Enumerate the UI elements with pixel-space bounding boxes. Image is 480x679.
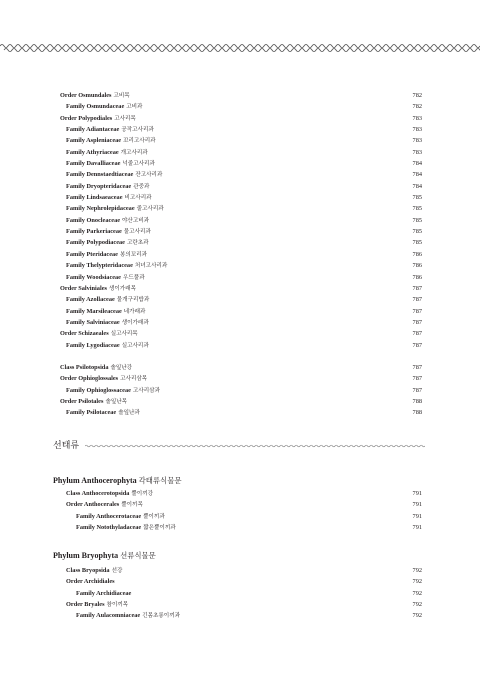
korean-name: 참이끼목	[106, 602, 129, 609]
page-number: 791	[412, 490, 422, 497]
toc-entry[interactable]	[60, 90, 422, 101]
toc-entry[interactable]	[60, 340, 422, 351]
toc-entry[interactable]	[60, 124, 422, 135]
taxon-name: Class Psilotopsida	[60, 364, 109, 371]
taxon-name: Family Azollaceae	[66, 296, 115, 304]
entry-title	[76, 610, 180, 622]
page-number: 786	[412, 262, 422, 270]
toc-entry[interactable]	[60, 511, 422, 522]
taxon-name: Family Ophioglossaceae	[66, 386, 131, 394]
page-number: 783	[412, 137, 422, 145]
page-number: 786	[412, 250, 422, 258]
taxon-name: Family Davalliaceae	[66, 160, 121, 168]
taxon-name: Family Pteridaceae	[66, 250, 118, 258]
taxon-name: Family Lygodiaceae	[66, 341, 120, 349]
taxon-name: Family Aulacomniaceae	[76, 612, 141, 620]
section-wave-rule	[85, 443, 425, 449]
taxon-name: Family Salviniaceae	[66, 318, 120, 326]
toc-entry[interactable]	[60, 249, 422, 260]
korean-name: 실고사리과	[121, 342, 149, 349]
page-number: 786	[412, 273, 422, 281]
toc-entry[interactable]	[60, 158, 422, 169]
taxon-name: Family Dennstaedtiaceae	[66, 171, 134, 179]
toc-entry[interactable]	[60, 373, 422, 384]
page-number: 787	[412, 296, 422, 304]
korean-name: 실고사리목	[110, 331, 138, 338]
korean-name: 꼬리고사리과	[123, 138, 156, 145]
taxon-name: Family Lindsaeaceae	[66, 194, 123, 202]
page-number: 792	[412, 567, 422, 574]
taxon-name: Family Osmundaceae	[66, 103, 125, 111]
entry-title	[66, 576, 115, 587]
korean-name: 고사리삼목	[120, 376, 148, 383]
taxon-name: Order Salviniales	[60, 284, 107, 292]
toc-block-psilotopsida	[60, 362, 422, 419]
korean-name: 고란초과	[126, 240, 149, 247]
toc-entry[interactable]	[60, 499, 422, 510]
phylum-heading-bryophyta	[53, 550, 156, 561]
toc-entry[interactable]	[60, 192, 422, 203]
page-number: 782	[412, 103, 422, 111]
toc-entry[interactable]	[60, 260, 422, 271]
toc-entry[interactable]	[60, 599, 422, 610]
korean-name: 네가래과	[123, 308, 146, 315]
korean-name: 긴몸초롱이끼과	[142, 613, 181, 620]
toc-entry[interactable]	[60, 203, 422, 214]
toc-block-anthocerophyta	[60, 488, 422, 533]
korean-name: 처녀고사리과	[134, 263, 168, 270]
korean-name: 봉의꼬리과	[119, 251, 147, 258]
korean-name: 뿔이끼과	[143, 513, 165, 520]
phylum-heading-anthocerophyta	[53, 475, 181, 486]
toc-entry[interactable]	[60, 135, 422, 146]
page-number: 785	[412, 239, 422, 247]
korean-name: 관중과	[133, 183, 150, 190]
korean-name: 솔잎난목	[105, 399, 128, 406]
page-number: 784	[412, 182, 422, 190]
page-number: 791	[412, 524, 422, 532]
korean-name: 뿔이끼강	[131, 491, 154, 497]
toc-entry[interactable]	[60, 272, 422, 283]
korean-name: 생이가래목	[108, 285, 136, 292]
toc-entry[interactable]	[60, 565, 422, 576]
korean-name: 잔고사리과	[135, 172, 163, 179]
toc-block-bryophyta	[60, 565, 422, 622]
toc-entry[interactable]	[60, 294, 422, 305]
taxon-name: Order Osmundales	[60, 92, 112, 99]
taxon-name: Class Bryopsida	[66, 567, 110, 574]
taxon-name: Family Marsileaceae	[66, 307, 122, 315]
taxon-name: Order Bryales	[66, 601, 105, 609]
korean-name: 개고사리과	[120, 149, 148, 156]
taxon-name: Family Anthocerotaceae	[76, 512, 142, 520]
korean-name: 고사리목	[114, 115, 136, 122]
page-number: 784	[412, 160, 422, 168]
page-number: 791	[412, 501, 422, 509]
taxon-name: Family Aspleniaceae	[66, 137, 122, 145]
taxon-name: Family Dryopteridaceae	[66, 182, 132, 190]
toc-entry[interactable]	[60, 407, 422, 418]
page-number: 791	[412, 512, 422, 520]
page-number: 783	[412, 114, 422, 122]
taxon-name: Family Nephrolepidaceae	[66, 205, 135, 213]
section-title: 선태류	[53, 441, 80, 451]
korean-name: 줄고사리과	[136, 206, 164, 213]
page-number: 787	[412, 284, 422, 292]
toc-entry[interactable]	[60, 362, 422, 373]
korean-name: 야산고비과	[122, 217, 150, 224]
entry-title	[76, 588, 131, 599]
section-divider	[53, 440, 425, 452]
page-number: 787	[412, 386, 422, 394]
taxon-name: Order Archidiales	[66, 578, 115, 586]
toc-entry[interactable]	[60, 215, 422, 226]
taxon-name: Family Psilotaceae	[66, 409, 117, 417]
korean-name: 물고사리과	[123, 229, 151, 236]
page-number: 792	[412, 578, 422, 586]
korean-name: 비고사리과	[124, 195, 152, 202]
taxon-name: Family Archidiaceae	[76, 589, 132, 597]
taxon-name: Order Ophioglossales	[60, 375, 119, 383]
page-number: 782	[412, 92, 422, 99]
korean-name: 공작고사리과	[121, 127, 154, 134]
page-number: 788	[412, 398, 422, 406]
page-number: 785	[412, 194, 422, 202]
toc-entry[interactable]	[60, 610, 422, 621]
toc-entry[interactable]	[60, 169, 422, 180]
korean-name: 고비목	[113, 93, 130, 99]
korean-name: 솔잎난강	[110, 365, 133, 371]
toc-entry[interactable]	[60, 181, 422, 192]
page-number: 783	[412, 148, 422, 156]
page-number: 792	[412, 589, 422, 597]
taxon-name: Order Polypodiales	[60, 114, 113, 122]
page-number: 785	[412, 216, 422, 224]
page-number: 787	[412, 307, 422, 315]
page-number: 792	[412, 612, 422, 620]
page-number: 785	[412, 205, 422, 213]
top-wave-ornament	[0, 40, 480, 56]
taxon-name: Family Polypodiaceae	[66, 239, 125, 247]
taxon-name: Family Parkeriaceae	[66, 228, 122, 236]
toc-entry[interactable]	[60, 588, 422, 599]
korean-name: 물개구리밥과	[116, 297, 150, 304]
korean-name: 생이가래과	[121, 319, 149, 326]
korean-name: 고사리삼과	[132, 387, 160, 394]
phylum-name: Phylum Bryophyta	[53, 551, 119, 560]
toc-entry[interactable]	[60, 396, 422, 407]
toc-entry[interactable]	[60, 147, 422, 158]
korean-name: 솔잎난과	[118, 410, 140, 417]
taxon-name: Class Anthocerotopsida	[66, 490, 130, 497]
taxon-name: Family Woodsiaceae	[66, 273, 121, 281]
taxon-name: Family Notothyladaceae	[76, 524, 142, 532]
page-number: 783	[412, 126, 422, 134]
toc-entry[interactable]	[60, 283, 422, 294]
toc-entry[interactable]	[60, 522, 422, 533]
korean-name: 선강	[111, 568, 123, 574]
toc-entry[interactable]	[60, 488, 422, 499]
page-number: 784	[412, 171, 422, 179]
page-number: 792	[412, 601, 422, 609]
page-number: 788	[412, 409, 422, 417]
taxon-name: Order Psilotales	[60, 398, 104, 406]
toc-entry[interactable]	[60, 385, 422, 396]
entry-title	[66, 340, 149, 352]
toc-entry[interactable]	[60, 226, 422, 237]
page-number: 787	[412, 318, 422, 326]
phylum-name: Phylum Anthocerophyta	[53, 476, 137, 485]
taxon-name: Family Onocleaceae	[66, 216, 121, 224]
toc-entry[interactable]	[60, 328, 422, 339]
taxon-name: Family Adiantaceae	[66, 126, 120, 134]
taxon-name: Family Thelypteridaceae	[66, 262, 133, 270]
taxon-name: Family Athyriaceae	[66, 148, 119, 156]
phylum-korean-name: 각태류식물문	[138, 476, 182, 485]
korean-name: 뿔이끼목	[121, 502, 143, 509]
toc-entry[interactable]	[60, 576, 422, 587]
page-number: 787	[412, 375, 422, 383]
taxon-name: Order Schizaeales	[60, 330, 109, 338]
page-number: 787	[412, 341, 422, 349]
taxon-name: Order Anthocerales	[66, 501, 120, 509]
toc-entry[interactable]	[60, 317, 422, 328]
toc-entry[interactable]	[60, 113, 422, 124]
toc-entry[interactable]	[60, 101, 422, 112]
toc-entry[interactable]	[60, 306, 422, 317]
phylum-korean-name: 선류식물문	[120, 551, 156, 560]
page-number: 785	[412, 228, 422, 236]
korean-name: 짧은뿔이끼과	[143, 525, 176, 532]
page-number: 787	[412, 364, 422, 371]
entry-title	[66, 407, 140, 419]
korean-name: 넉줄고사리과	[122, 161, 155, 168]
toc-block-ferns	[60, 90, 422, 351]
page-number: 787	[412, 330, 422, 338]
korean-name: 우드풀과	[122, 274, 145, 281]
toc-entry[interactable]	[60, 237, 422, 248]
korean-name: 고비과	[126, 104, 143, 111]
entry-title	[76, 522, 176, 534]
